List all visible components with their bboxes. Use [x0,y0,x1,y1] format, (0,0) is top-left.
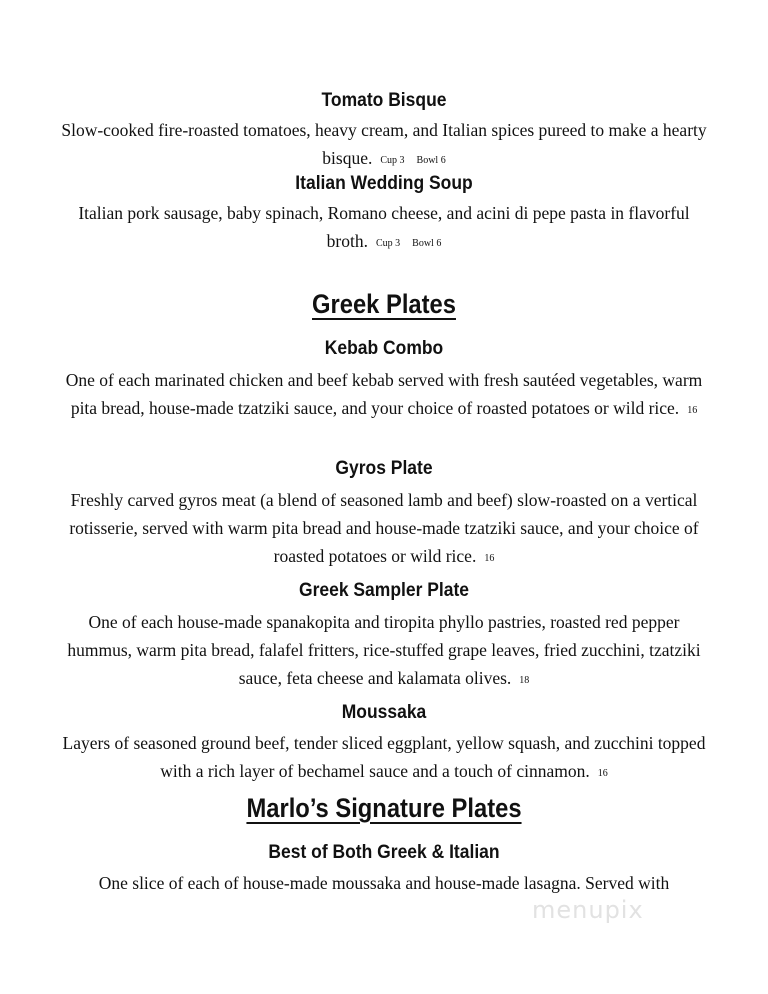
price-bowl: Bowl 6 [416,155,446,166]
menu-item-description [60,199,708,258]
menu-item-description [60,608,708,695]
menu-item-description [60,729,708,788]
menu-item-title: Kebab Combo [324,338,444,359]
menu-item-description [60,366,708,425]
description-text: One of each marinated chicken and beef kebab served with fresh sautéed vegetables, warm pita bread, house-made tzatziki sauce, and your choice of roasted potatoes or wild rice. [65,370,703,418]
description-text: One slice of each of house-made moussaka and house-made lasagna. Served with [98,873,670,893]
menu-item-title: Gyros Plate [335,458,433,479]
price-cup: Cup 3 [380,155,405,166]
menu-item-title: Best of Both Greek & Italian [268,842,500,863]
section-heading-greek-plates: Greek Plates [312,289,456,319]
price: 16 [484,553,495,564]
price-cup: Cup 3 [375,238,401,249]
watermark-logo: menupix [532,896,644,924]
price: 16 [597,768,608,779]
menu-item-title: Tomato Bisque [321,90,447,111]
description-text: Layers of seasoned ground beef, tender sliced eggplant, yellow squash, and zucchini topped with a rich layer of bechamel sauce and a touch of cinnamon. [62,733,706,781]
description-text: Italian pork sausage, baby spinach, Romano cheese, and acini di pepe pasta in flavorful broth. [78,203,690,251]
menu-item-description [60,869,708,897]
menu-item-description [60,486,708,573]
price: 18 [519,675,530,686]
price-bowl: Bowl 6 [412,238,442,249]
menu-item-description [60,116,708,175]
menu-item-title: Italian Wedding Soup [295,173,473,194]
menu-item-title: Moussaka [341,702,427,723]
price: 16 [687,405,698,416]
description-text: Slow-cooked fire-roasted tomatoes, heavy cream, and Italian spices pureed to make a hearty bisque. [61,120,707,168]
section-heading-signature-plates: Marlo’s Signature Plates [246,793,522,823]
menu-item-title: Greek Sampler Plate [298,580,470,601]
description-text: One of each house-made spanakopita and tiropita phyllo pastries, roasted red pepper hummus, warm pita bread, falafel fritters, rice-stuffed grape leaves, fried zucchini, tzatziki sauce, feta cheese and kalamata olives. [67,612,701,688]
description-text: Freshly carved gyros meat (a blend of seasoned lamb and beef) slow-roasted on a vertical rotisserie, served with warm pita bread and house-made tzatziki sauce, and your choice of roasted potatoes or wild rice. [69,490,699,566]
